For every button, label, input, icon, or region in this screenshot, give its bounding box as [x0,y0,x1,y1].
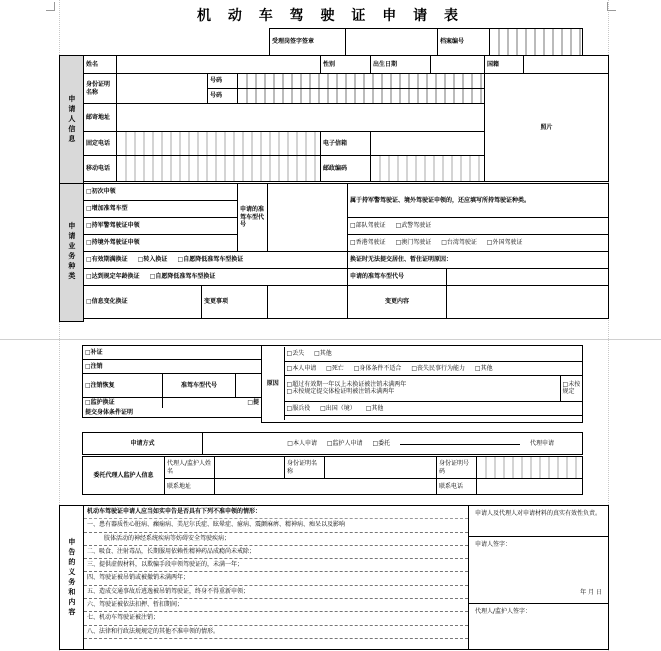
agent-id-name-field[interactable] [325,457,437,479]
declaration-item: 八、法律和行政法规规定的其他不准申领的情形。 [84,626,468,639]
business-table [59,183,609,322]
business-section-label: 申请业务种类 [60,184,84,322]
reason-row3[interactable] [284,375,560,401]
form-title: 机 动 车 驾 驶 证 申 请 表 [197,8,464,24]
agent-suffix: 代理申请 [529,439,554,447]
age-renew-checkbox[interactable]: □达到规定年龄换证 [86,273,140,281]
other2-option[interactable]: □其他 [474,364,493,372]
change-item-label: 变更事项 [202,286,268,319]
reason-row4[interactable] [284,401,583,415]
first-apply-checkbox[interactable]: □初次申领 [84,184,238,201]
vehicle-code2-field[interactable] [236,374,262,398]
agent-id-no-label: 身份证明号码 [437,457,477,479]
id-number2-label: 号码 [208,89,238,104]
declaration-item: 肢体活动的神经系统疾病等妨碍安全驾驶疾病； [84,533,468,546]
other3-option[interactable]: □其他 [365,404,384,412]
foreign-option[interactable]: □外国驾驶证 [486,239,523,247]
foreign-licence-options[interactable] [348,235,609,252]
applicant-signature[interactable]: 申请人签字： [475,541,512,548]
id-type-label: 身份证明名称 [84,74,117,104]
vehicle-type-label: 申请的准驾车型代号 [238,184,268,252]
postal-address-field[interactable] [117,104,485,132]
mobile-label: 移动电话 [84,156,117,182]
id-number-field[interactable] [238,74,485,89]
method-table [82,432,583,455]
renew-checkbox[interactable]: □有效期满换证 [86,256,128,264]
method-options[interactable] [203,433,583,455]
agent-section-label: 委托代理人监护人信息 [83,457,165,495]
replace-checkbox[interactable]: □补证 [83,346,262,360]
fixed-phone-label: 固定电话 [84,132,117,156]
hongkong-option[interactable]: □香港驾驶证 [350,239,386,247]
agent-name-line[interactable] [400,444,520,445]
reason-label: 原因 [262,347,284,420]
declaration-content [84,506,469,650]
applicant-section-label: 申请人信息 [60,56,84,185]
mobile-field[interactable] [117,156,321,182]
holding-foreign-checkbox[interactable]: □持境外驾驶证申领 [84,235,238,252]
change-content-field[interactable] [447,286,609,319]
nationality-label: 国籍 [485,56,524,74]
responsibility-note: 申请人及代理人对申请材料的真实有效性负责。 [469,506,608,537]
military-service-option[interactable]: □服兵役 [286,404,311,412]
macau-option[interactable]: □澳门驾驶证 [395,239,432,247]
photo-box: 照片 [485,74,609,182]
declaration-table [59,505,609,650]
holding-military-checkbox[interactable]: □持军警驾驶证申领 [84,218,238,235]
declaration-item: 一、患有器质性心脏病、癫痫病、美尼尔氏症、眩晕症、癔病、震颤麻痹、精神病、痴呆以及影响 [84,519,468,532]
declaration-section-label: 申告的义务和内容 [60,506,84,650]
handler-label: 受理岗签字签章 [270,29,346,56]
lost-option[interactable]: □丢失 [286,350,305,358]
unrule-option[interactable]: □未按规定 [560,375,583,401]
vehicle-code-label: 申请的准驾车型代号 [348,269,447,286]
vehicle-code2-label: 准驾车型代号 [163,374,236,398]
vehicle-type-field[interactable] [268,184,348,252]
change-item-field[interactable] [268,286,348,319]
nationality-field[interactable] [524,56,609,74]
email-label: 电子信箱 [321,132,371,156]
agent-address-label: 联系地址 [165,479,215,495]
unfit-option[interactable]: □身体条件不适合 [353,364,402,372]
armed-police-option[interactable]: □武警驾驶证 [395,222,432,230]
method-guardian-checkbox[interactable]: □监护人申请 [326,439,363,447]
method-agent-checkbox[interactable]: □委托 [372,439,391,447]
gender-label: 性别 [321,56,371,74]
reason-cell [262,346,583,423]
declaration-item: 三、提供虚假材料，以欺骗手段申领驾驶证的，未满一年； [84,559,468,572]
agent-signature[interactable]: 代理人/监护人签字： [475,608,532,615]
name-label: 姓名 [84,56,117,74]
declaration-item: 五、造成交通事故后逃逸被吊销驾驶证，终身不得重新申领； [84,586,468,599]
fixed-phone-field[interactable] [117,132,321,156]
header-table [269,28,583,56]
declaration-item: 四、驾驶证被吊销或被撤销未满两年； [84,572,468,585]
self-apply-option[interactable]: □本人申请 [286,364,317,372]
name-field[interactable] [117,56,321,74]
cancel-checkbox[interactable]: □注销 [83,360,262,374]
taiwan-option[interactable]: □台湾驾驶证 [441,239,477,247]
declaration-intro: 机动车驾驶证申请人应当如实申告是否具有下列不准申领的情形： [84,506,468,519]
declaration-item: 二、吸食、注射毒品，长期服用依赖性精神药品成瘾尚未戒除； [84,546,468,559]
age-renew-options[interactable] [84,269,348,286]
residence-reason-label: 换证时无法提交居住、暂住证明原因： [348,252,609,269]
change-content-label: 变更内容 [348,286,447,319]
supervise-sub-label: 提交身体条件证明 [83,408,262,418]
archive-field[interactable] [490,29,583,56]
postcode-label: 邮政编码 [321,156,371,182]
agent-id-no-field[interactable] [477,457,583,479]
expired-option[interactable]: □超过有效期一年以上未换证被注销未满两年 [286,380,407,388]
handler-field[interactable] [346,29,438,56]
transfer-checkbox[interactable]: □转入换证 [137,256,168,264]
dob-label: 出生日期 [371,56,431,74]
info-change-checkbox[interactable]: □信息变化换证 [84,286,202,319]
incapacity-option[interactable]: □丧失民事行为能力 [411,364,465,372]
postcode-field[interactable] [371,156,485,182]
sign-date[interactable]: 年 月 日 [469,587,608,604]
archive-label: 档案编号 [438,29,490,56]
reason-row1[interactable] [284,347,583,361]
no-checkup-option[interactable]: □未按规定提交体检证明被注销未满两年 [286,388,395,396]
agent-id-name-label: 身份证明名称 [285,457,325,479]
military-licence-options[interactable] [348,218,609,235]
add-type-checkbox[interactable]: □增加准驾车型 [84,201,238,218]
id-number-label: 号码 [208,74,238,89]
id-number2-field[interactable] [238,89,485,104]
damage-renew-checkbox[interactable]: □自愿降低准驾车型换证 [177,256,244,264]
military-note: 属于持军警驾驶证、境外驾驶证申领的，还应填写所持驾驶证种类。 [348,184,609,218]
other-option[interactable]: □其他 [314,350,332,358]
signature-area [469,506,609,650]
agent-name-field[interactable] [215,457,285,479]
method-self-checkbox[interactable]: □本人申请 [287,439,317,447]
id-type-field[interactable] [117,74,208,104]
death-option[interactable]: □死亡 [326,364,344,372]
method-label: 申请方式 [83,433,203,455]
dob-field[interactable] [431,56,485,74]
agent-phone-field[interactable] [477,479,583,495]
agent-address-field[interactable] [215,479,437,495]
postal-address-label: 邮寄地址 [84,104,117,132]
email-field[interactable] [371,132,485,156]
part2-table [82,345,583,423]
renew-options[interactable] [84,252,348,269]
vehicle-code-field[interactable] [447,269,609,286]
agent-table [82,456,583,495]
supervise-checkbox[interactable]: □监护换证 [83,398,163,408]
agent-name-label: 代理人/监护人姓名 [165,457,215,479]
applicant-table [59,55,609,185]
restore-checkbox[interactable]: □注销恢复 [83,374,163,398]
reason-row2[interactable] [284,361,583,375]
reason-table [262,347,583,420]
declaration-item: 七、机动车驾驶证被注销； [84,612,468,625]
military-option[interactable]: □部队驾驶证 [350,222,386,230]
agent-phone-label: 联系电话 [437,479,477,495]
supervise-extra-checkbox[interactable]: □提 [163,398,262,408]
downgrade-checkbox[interactable]: □自愿降低准驾车型换证 [149,273,216,281]
declaration-item: 六、驾驶证被依法扣押、暂扣期间； [84,599,468,612]
abroad-option[interactable]: □出国（境） [320,404,356,412]
